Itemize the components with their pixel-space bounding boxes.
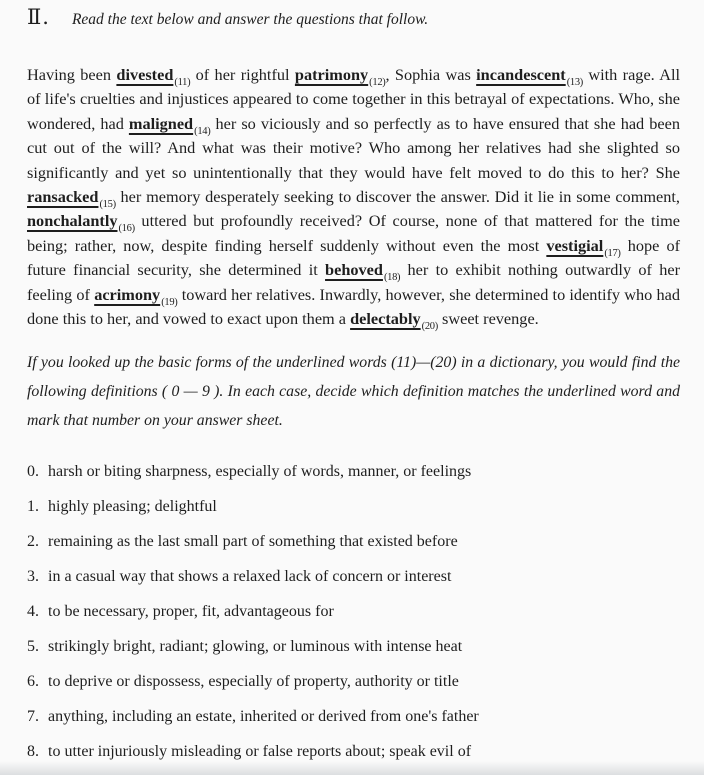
definition-number: 8. <box>27 742 39 760</box>
term-index-subscript: (17) <box>604 247 621 259</box>
definition-item <box>27 566 680 587</box>
underlined-term: vestigial <box>546 235 604 255</box>
underlined-term: behoved <box>325 260 383 280</box>
underlined-term: maligned <box>128 113 194 133</box>
definition-text: to deprive or dispossess, especially of property, authority or title <box>48 672 459 690</box>
section-header <box>27 6 680 30</box>
underlined-term: divested <box>116 65 174 84</box>
underlined-term: ransacked <box>27 187 99 207</box>
definition-number: 2. <box>27 532 39 550</box>
section-number: Ⅱ. <box>27 5 50 29</box>
definition-text: to be necessary, proper, fit, advantageous for <box>48 602 334 620</box>
definition-item <box>27 671 680 692</box>
definition-text: harsh or biting sharpness, especially of words, manner, or feelings <box>48 462 472 480</box>
term-index-subscript: (19) <box>161 296 178 308</box>
definition-text: in a casual way that shows a relaxed lack of concern or interest <box>48 567 452 585</box>
definition-text: anything, including an estate, inherited or derived from one's father <box>48 707 479 725</box>
definition-number: 6. <box>27 672 39 690</box>
definition-item <box>27 636 680 657</box>
term-index-subscript: (11) <box>174 77 191 88</box>
definition-number: 4. <box>27 602 39 620</box>
term-index-subscript: (18) <box>383 272 401 284</box>
underlined-term: delectably <box>350 309 421 329</box>
definition-text: remaining as the last small part of something that existed before <box>48 532 458 550</box>
page-bottom-edge <box>0 761 704 775</box>
term-index-subscript: (15) <box>99 199 116 211</box>
underlined-term: nonchalantly <box>27 211 118 231</box>
definition-number: 3. <box>27 567 39 585</box>
definitions-list <box>27 461 680 762</box>
definition-number: 5. <box>27 637 39 655</box>
underlined-term: acrimony <box>94 284 161 304</box>
term-index-subscript: (14) <box>194 125 211 137</box>
definition-item <box>27 601 680 622</box>
definition-number: 0. <box>27 462 39 480</box>
definition-number: 7. <box>27 707 39 725</box>
definition-item <box>27 496 680 517</box>
definition-item <box>27 461 680 482</box>
section-instruction: Read the text below and answer the questions that follow. <box>71 11 429 28</box>
term-index-subscript: (12) <box>369 77 386 88</box>
term-index-subscript: (16) <box>118 223 135 235</box>
underlined-term: patrimony <box>294 65 369 84</box>
definition-item <box>27 531 680 552</box>
definition-text: strikingly bright, radiant; glowing, or luminous with intense heat <box>48 637 463 655</box>
definition-number: 1. <box>27 497 39 515</box>
definition-text: highly pleasing; delightful <box>48 497 217 515</box>
definition-item <box>27 741 680 762</box>
definition-item <box>27 706 680 727</box>
task-instruction: If you looked up the basic forms of the underlined words (11)—(20) in a dictionary, you would find the following definitions ( 0 — 9 ). In each case, decide which definition matches the underlined word and mark that number on your answer sheet. <box>27 353 680 429</box>
term-index-subscript: (13) <box>566 77 583 88</box>
underlined-term: incandescent <box>476 65 566 84</box>
term-index-subscript: (20) <box>421 321 438 333</box>
reading-passage: Having been divested$_{(11)}$ of her rightful patrimony$_{(12)}$, Sophia was incandescent$_{(13)}$ with rage. All of life's cruelties and injustices appeared to come together in this betrayal of expectations. Who, she wondered, had maligned$_{(14)}$ her so viciously and so perfectly as to have ensured that she had been cut out of the will? And what was their motive? Who among her relatives had she slighted so significantly and yet so unintentionally that they would have felt moved to do this to her? She ransacked$_{(15)}$ her memory desperately seeking to discover the answer. Did it lie in some comment, nonchalantly$_{(16)}$ uttered but profoundly received? Of course, none of that mattered for the time being; rather, now, despite finding herself suddenly without even the most vestigial$_{(17)}$ hope of future financial security, she determined it behoved$_{(18)}$ her to exhibit nothing outwardly of her feeling of acrimony$_{(19)}$ toward her relatives. Inwardly, however, she determined to identify who had done this to her, and vowed to exact upon them a delectably$_{(20)}$ sweet revenge. <box>27 65 681 333</box>
definition-text: to utter injuriously misleading or false reports about; speak evil of <box>48 742 472 760</box>
